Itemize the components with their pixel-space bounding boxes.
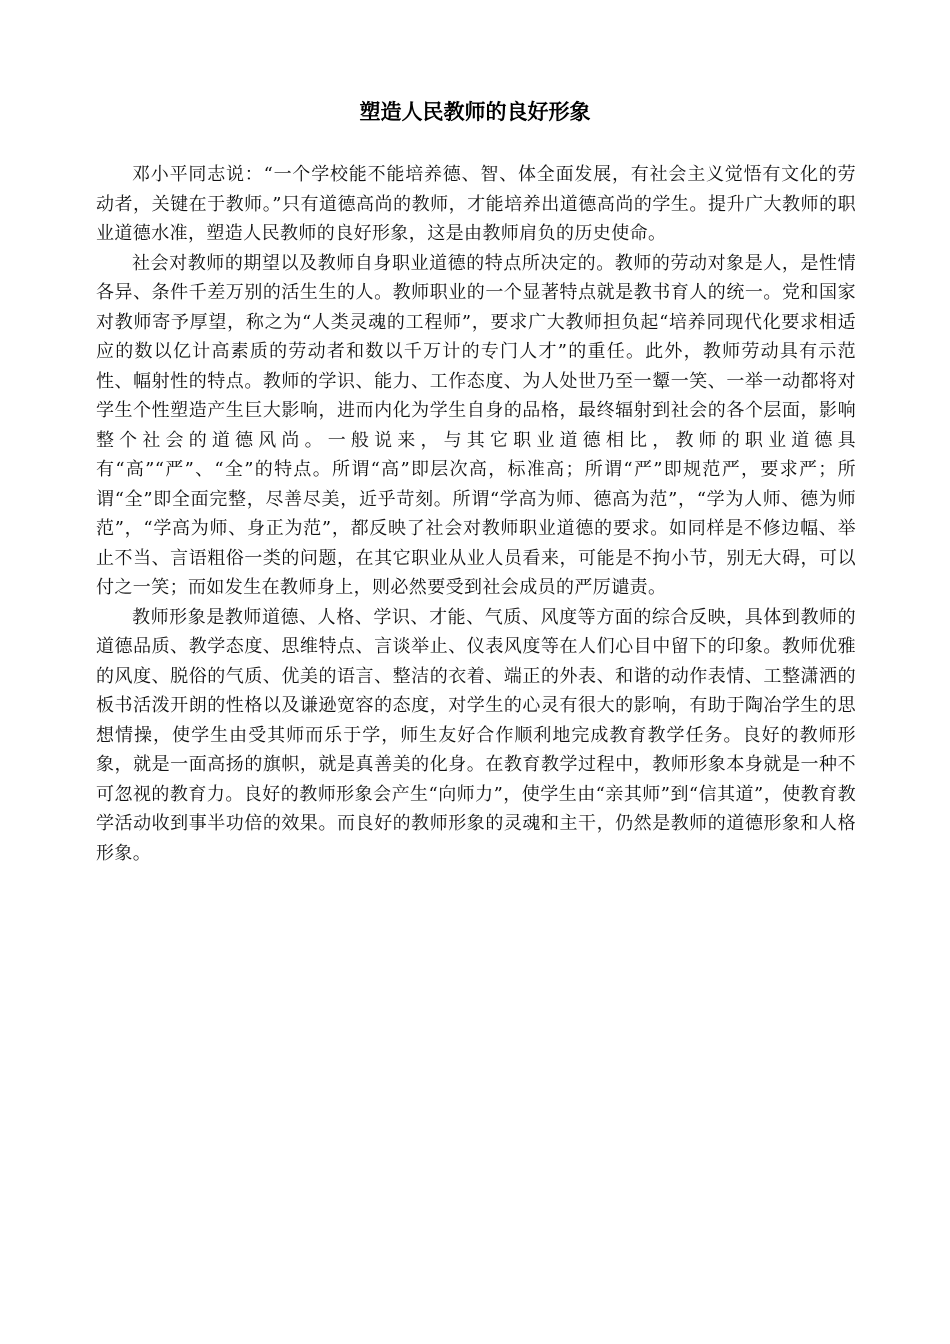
document-body <box>96 160 856 868</box>
paragraph-3: 教师形象是教师道德、人格、学识、才能、气质、风度等方面的综合反映，具体到教师的道德品质、教学态度、思维特点、言谈举止、仪表风度等在人们心目中留下的印象。教师优雅的风度、脱俗的气质、优美的语言、整洁的衣着、端正的外表、和谐的动作表情、工整潇洒的板书活泼开朗的性格以及谦逊宽容的态度，对学生的心灵有很大的影响，有助于陶冶学生的思想情操，使学生由受其师而乐于学，师生友好合作顺利地完成教育教学任务。良好的教师形象，就是一面高扬的旗帜，就是真善美的化身。在教育教学过程中，教师形象本身就是一种不可忽视的教育力。良好的教师形象会产生“向师力”，使学生由“亲其师”到“信其道”，使教育教学活动收到事半功倍的效果。而良好的教师形象的灵魂和主干，仍然是教师的道德形象和人格形象。 <box>96 606 856 864</box>
paragraph-2: 社会对教师的期望以及教师自身职业道德的特点所决定的。教师的劳动对象是人，是性情各异、条件千差万别的活生生的人。教师职业的一个显著特点就是教书育人的统一。党和国家对教师寄予厚望，称之为“人类灵魂的工程师”，要求广大教师担负起“培养同现代化要求相适应的数以亿计高素质的劳动者和数以千万计的专门人才”的重任。此外，教师劳动具有示范性、幅射性的特点。教师的学识、能力、工作态度、为人处世乃至一颦一笑、一举一动都将对学生个性塑造产生巨大影响，进而内化为学生自身的品格，最终辐射到社会的各个层面，影响整个社会的道德风尚。一般说来，与其它职业道德相比，教师的职业道德具有“高”“严”、“全”的特点。所谓“高”即层次高，标准高；所谓“严”即规范严，要求严；所谓“全”即全面完整，尽善尽美，近乎苛刻。所谓“学高为师、德高为范”，“学为人师、德为师范”，“学高为师、身正为范”，都反映了社会对教师职业道德的要求。如同样是不修边幅、举止不当、言语粗俗一类的问题，在其它职业从业人员看来，可能是不拘小节，别无大碍，可以付之一笑；而如发生在教师身上，则必然要受到社会成员的严厉谴责。 <box>96 252 856 598</box>
document-title: 塑造人民教师的良好形象 <box>359 100 591 124</box>
paragraph-1: 邓小平同志说：“一个学校能不能培养德、智、体全面发展，有社会主义觉悟有文化的劳动者，关键在于教师。”只有道德高尚的教师，才能培养出道德高尚的学生。提升广大教师的职业道德水准，塑造人民教师的良好形象，这是由教师肩负的历史使命。 <box>96 164 856 244</box>
